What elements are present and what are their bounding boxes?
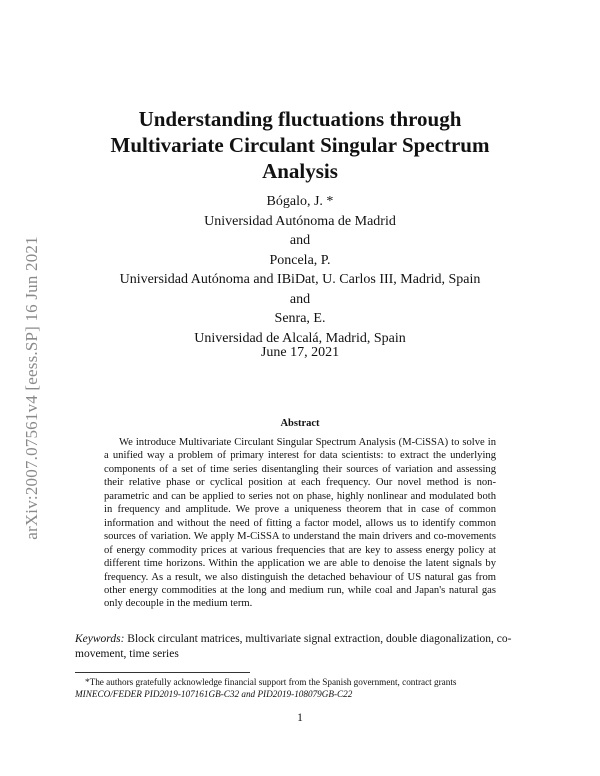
footnote bbox=[75, 676, 530, 700]
arxiv-identifier-text: arXiv:2007.07561v4 [eess.SP] 16 Jun 2021 bbox=[22, 236, 41, 540]
publication-date: June 17, 2021 bbox=[260, 345, 340, 360]
keywords-label: Keywords: bbox=[75, 633, 125, 645]
author-affiliation: Universidad de Alcalá, Madrid, Spain bbox=[194, 330, 406, 346]
footnote-rule bbox=[75, 672, 250, 673]
abstract-heading: Abstract bbox=[280, 418, 320, 429]
author-block bbox=[60, 192, 540, 348]
author-affiliation: Universidad Autónoma de Madrid bbox=[204, 213, 396, 229]
arxiv-identifier-stamp bbox=[22, 208, 42, 568]
title-line: Understanding fluctuations through bbox=[138, 107, 462, 131]
footnote-line: MINECO/FEDER PID2019-107161GB-C32 and PID2019-108079GB-C22 bbox=[75, 689, 353, 699]
keywords-text: Block circulant matrices, multivariate signal extraction, double diagonalization, co-movement, time series bbox=[75, 633, 512, 660]
keywords bbox=[75, 632, 530, 662]
author-affiliation: Universidad Autónoma and IBiDat, U. Carlos III, Madrid, Spain bbox=[119, 272, 481, 287]
footnote-line: *The authors gratefully acknowledge financial support from the Spanish government, contract grants bbox=[85, 677, 457, 687]
title-line: Multivariate Circulant Singular Spectrum bbox=[110, 133, 490, 157]
abstract-body: We introduce Multivariate Circulant Singular Spectrum Analysis (M-CiSSA) to solve in a unified way a problem of primary interest for data scientists: to extract the underlying components of a set of time series disentangling their sources of variation and assessing their relative phase or cyclical position at each frequency. Our novel method is non-parametric and can be applied to series not on phase, highly nonlinear and modulated both in frequency and amplitude. We prove a uniqueness theorem that in case of common information and without the need of fitting a factor model, allows us to identify common sources of variation. We apply M-CiSSA to understand the main drivers and co-movements of energy commodity prices at various frequencies that are key to assess energy policy at different time horizons. Within the application we are able to denoise the latent signals by frequency. As a result, we also distinguish the detached behaviour of US natural gas from other energy commodities at the long and medium run, while coal and Japan's natural gas only decouple in the medium term. bbox=[104, 437, 496, 610]
title-line: Analysis bbox=[262, 159, 338, 183]
author-name: Poncela, P. bbox=[269, 252, 331, 268]
page-number: 1 bbox=[297, 712, 303, 724]
author-separator: and bbox=[289, 233, 311, 248]
author-separator: and bbox=[289, 291, 311, 307]
paper-title bbox=[60, 106, 540, 184]
author-name: Bógalo, J. * bbox=[266, 194, 334, 209]
author-name: Senra, E. bbox=[274, 311, 326, 326]
